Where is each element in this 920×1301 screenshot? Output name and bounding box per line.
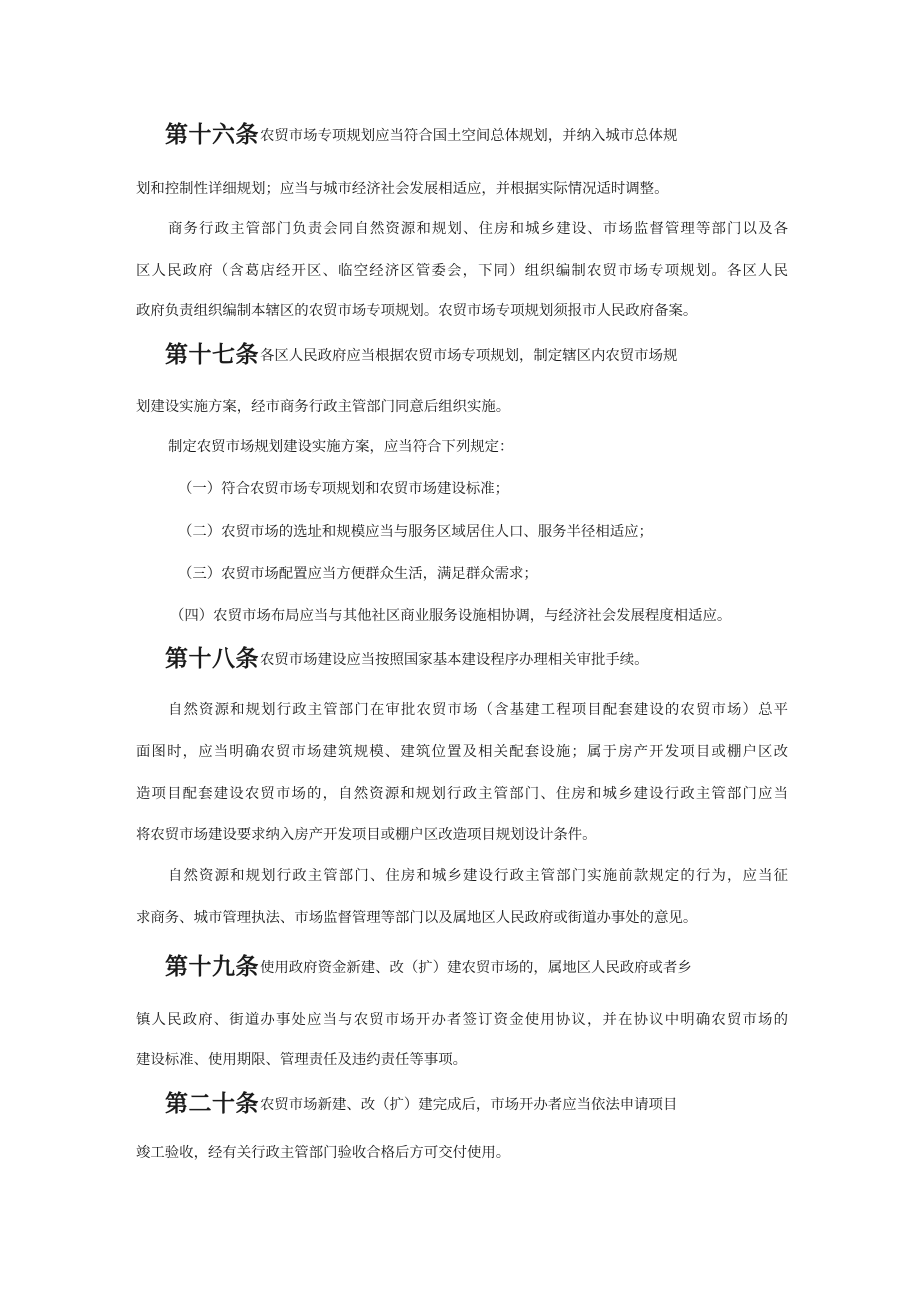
article-18-para2-line-1: 自然资源和规划行政主管部门在审批农贸市场（含基建工程项目配套建设的农贸市场）总平 xyxy=(168,702,788,718)
article-18-heading: 第十八条 xyxy=(165,646,259,672)
article-20-text: 农贸市场新建、改（扩）建完成后，市场开办者应当依法申请项目 xyxy=(260,1097,678,1113)
article-19-text: 使用政府资金新建、改（扩）建农贸市场的，属地区人民政府或者乡 xyxy=(260,960,692,976)
article-18-para3-line-1: 自然资源和规划行政主管部门、住房和城乡建设行政主管部门实施前款规定的行为，应当征 xyxy=(168,868,788,884)
article-17-line-2: 划建设实施方案，经市商务行政主管部门同意后组织实施。 xyxy=(136,399,511,415)
article-19-line-2: 镇人民政府、街道办事处应当与农贸市场开办者签订资金使用协议，并在协议中明确农贸市场的 xyxy=(136,1012,788,1028)
article-20-line-2: 竣工验收，经有关行政主管部门验收合格后方可交付使用。 xyxy=(136,1145,511,1161)
article-17-item-1: （一）符合农贸市场专项规划和农贸市场建设标准； xyxy=(178,481,509,497)
article-17-item-3: （三）农贸市场配置应当方便群众生活，满足群众需求； xyxy=(178,566,538,582)
article-17-heading: 第十七条 xyxy=(165,342,259,368)
article-19-heading: 第十九条 xyxy=(165,954,259,980)
article-16-para2-line-2: 区人民政府（含葛店经开区、临空经济区管委会，下同）组织编制农贸市场专项规划。各区人民 xyxy=(136,263,788,279)
article-18-para2-line-2: 面图时，应当明确农贸市场建筑规模、建筑位置及相关配套设施；属于房产开发项目或棚户区改 xyxy=(136,744,788,760)
article-17-text: 各区人民政府应当根据农贸市场专项规划，制定辖区内农贸市场规 xyxy=(260,348,678,364)
article-17-intro: 制定农贸市场规划建设实施方案，应当符合下列规定： xyxy=(168,439,514,455)
article-18-para2-line-3: 造项目配套建设农贸市场的，自然资源和规划行政主管部门、住房和城乡建设行政主管部门应当 xyxy=(136,786,788,802)
article-18-first-line xyxy=(165,644,649,674)
article-16-para2-line-3: 政府负责组织编制本辖区的农贸市场专项规划。农贸市场专项规划须报市人民政府备案。 xyxy=(136,303,698,319)
article-20-first-line xyxy=(165,1089,677,1119)
article-18-para2-line-4: 将农贸市场建设要求纳入房产开发项目或棚户区改造项目规划设计条件。 xyxy=(136,827,597,843)
article-17-item-4: （四）农贸市场布局应当与其他社区商业服务设施相协调，与经济社会发展程度相适应。 xyxy=(170,608,732,624)
article-17-first-line xyxy=(165,340,677,370)
article-17-item-2: （二）农贸市场的选址和规模应当与服务区域居住人口、服务半径相适应； xyxy=(178,524,653,540)
article-18-text: 农贸市场建设应当按照国家基本建设程序办理相关审批手续。 xyxy=(260,652,649,668)
article-19-line-3: 建设标准、使用期限、管理责任及违约责任等事项。 xyxy=(136,1052,467,1068)
article-16-heading: 第十六条 xyxy=(165,122,259,148)
article-20-heading: 第二十条 xyxy=(165,1091,259,1117)
article-16-first-line xyxy=(165,120,677,150)
article-18-para3-line-2: 求商务、城市管理执法、市场监督管理等部门以及属地区人民政府或街道办事处的意见。 xyxy=(136,910,698,926)
article-19-first-line xyxy=(165,952,692,982)
article-16-para2-line-1: 商务行政主管部门负责会同自然资源和规划、住房和城乡建设、市场监督管理等部门以及各 xyxy=(168,221,788,237)
article-16-line-2: 划和控制性详细规划；应当与城市经济社会发展相适应，并根据实际情况适时调整。 xyxy=(136,181,669,197)
article-16-text: 农贸市场专项规划应当符合国土空间总体规划，并纳入城市总体规 xyxy=(260,128,678,144)
